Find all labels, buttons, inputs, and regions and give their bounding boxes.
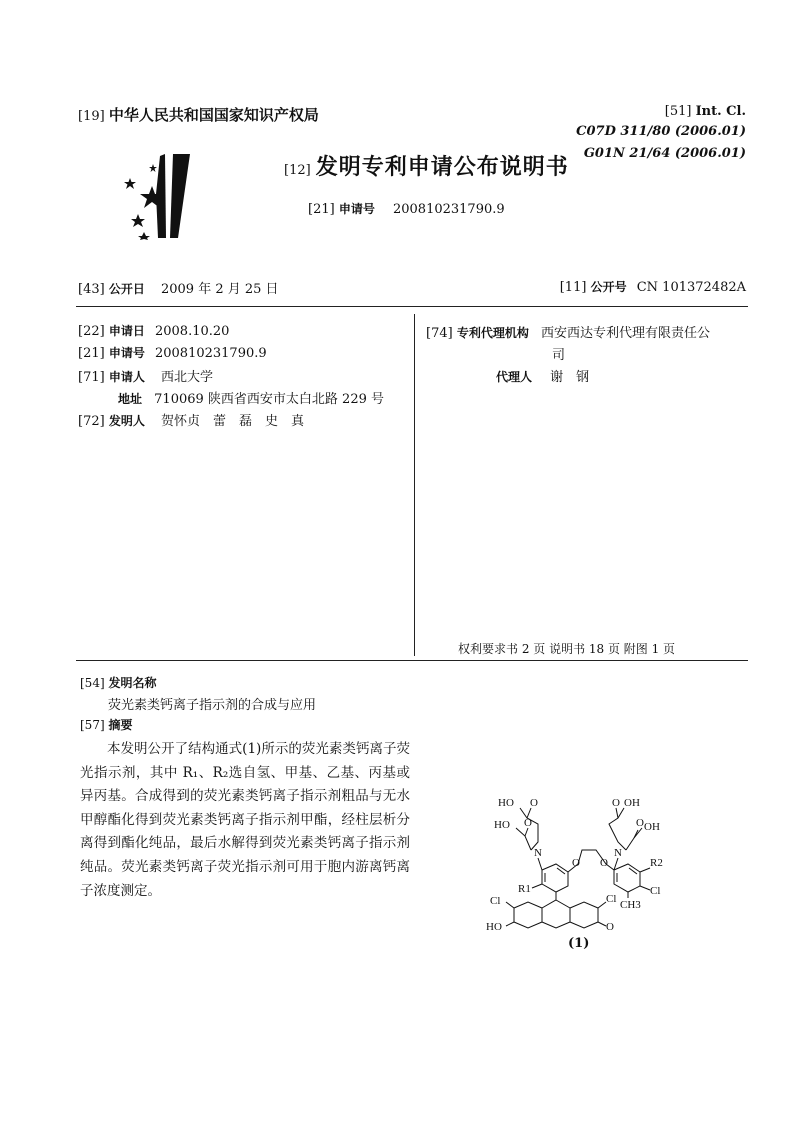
biblio-label: 申请日	[108, 324, 145, 338]
doc-title: 发明专利申请公布说明书	[315, 154, 569, 180]
label-o-bottom: O	[606, 921, 614, 930]
label-o-ether-left: O	[572, 857, 580, 869]
pub-date-value: 2009 年 2 月 25 日	[160, 282, 279, 297]
biblio-appno	[78, 344, 267, 361]
intcl-head	[665, 104, 746, 119]
biblio-value: 西北大学	[160, 370, 213, 385]
label-ho-bottom: HO	[486, 921, 502, 930]
agency-name-line1: 西安西达专利代理有限责任公	[540, 326, 710, 341]
structure-caption: (1)	[568, 936, 590, 951]
biblio-filing-date	[78, 322, 229, 339]
label-ch3: CH3	[620, 899, 641, 911]
label-cl-ring: Cl	[650, 885, 661, 897]
chemical-structure-diagram	[478, 784, 700, 930]
biblio-code: [71]	[78, 370, 105, 385]
office-name: 中华人民共和国国家知识产权局	[108, 106, 319, 124]
biblio-value: 710069 陕西省西安市太白北路 229 号	[154, 392, 384, 407]
biblio-label: 专利代理机构	[456, 326, 529, 340]
biblio-applicant	[78, 366, 213, 385]
appno-label: 申请号	[338, 202, 375, 216]
pub-no-line	[560, 278, 746, 295]
pub-no-code: [11]	[559, 280, 587, 295]
pub-no-label: 公开号	[590, 280, 627, 294]
label-oh-mid-right: OH	[644, 821, 660, 833]
label-n-right: N	[614, 847, 622, 859]
appno-value: 200810231790.9	[392, 202, 505, 217]
pub-date-line	[78, 278, 279, 297]
intcl-code: [51]	[664, 104, 692, 119]
abstract-text: 本发明公开了结构通式(1)所示的荧光素类钙离子荧光指示剂，其中 R₁、R₂选自氢、甲基、乙基、丙基或异丙基。合成得到的荧光素类钙离子指示剂粗品与无水甲醇酯化得到荧光素类钙离子指示剂甲酯，经柱层析分离得到酯化纯品，最后水解得到荧光素类钙离子指示剂纯品。荧光素类钙离子荧光指示剂可用于胞内游离钙离子浓度测定。	[80, 741, 410, 899]
title-section-head	[80, 674, 156, 691]
biblio-code: [74]	[426, 326, 453, 341]
patent-office-logo-icon	[118, 148, 204, 240]
doc-code: [12]	[284, 163, 311, 178]
biblio-inventors	[78, 410, 304, 429]
label-oh-top-right: OH	[624, 797, 640, 809]
label-o-top-left: O	[530, 797, 538, 809]
biblio-value: 200810231790.9	[154, 346, 267, 361]
intcl-label: Int. Cl.	[695, 104, 746, 119]
title-label: 发明名称	[108, 676, 157, 690]
office-line	[78, 104, 319, 125]
label-ho-top-left: HO	[498, 797, 514, 809]
abstract-label: 摘要	[108, 718, 133, 732]
office-code: [19]	[78, 109, 105, 124]
abstract-section-head	[80, 716, 132, 733]
divider-bottom	[76, 660, 748, 661]
biblio-code: [72]	[78, 414, 105, 429]
divider-top	[76, 306, 748, 307]
biblio-address	[118, 388, 384, 407]
label-o-mid-left: O	[524, 817, 532, 829]
biblio-value: 谢 钢	[550, 370, 590, 385]
biblio-label: 代理人	[496, 370, 533, 384]
biblio-code: [21]	[78, 346, 105, 361]
biblio-agency	[426, 322, 710, 341]
biblio-value: 贺怀贞 蕾 磊 史 真	[160, 414, 304, 429]
appno-code: [21]	[308, 202, 335, 217]
biblio-label: 申请人	[108, 370, 145, 384]
biblio-agent	[496, 366, 589, 385]
label-o-mid-right: O	[636, 817, 644, 829]
label-r1: R1	[518, 883, 531, 895]
label-cl-left: Cl	[490, 895, 501, 907]
appno-line	[308, 200, 505, 217]
label-r2: R2	[650, 857, 663, 869]
abstract-code: [57]	[80, 718, 105, 732]
biblio-label: 申请号	[108, 346, 145, 360]
biblio-label: 发明人	[108, 414, 145, 428]
label-cl-right: Cl	[606, 893, 617, 905]
label-ho-mid-left: HO	[494, 819, 510, 831]
pub-no-value: CN 101372482A	[636, 280, 746, 295]
title-code: [54]	[80, 676, 105, 690]
pub-date-code: [43]	[78, 282, 105, 297]
agency-name-line2: 司	[552, 348, 566, 363]
biblio-value: 2008.10.20	[154, 324, 230, 339]
doc-title-line	[284, 150, 569, 181]
label-o-top-right: O	[612, 797, 620, 809]
abstract-body	[80, 738, 410, 903]
divider-vertical	[414, 314, 415, 656]
intcl-line-2: G01N 21/64 (2006.01)	[583, 146, 746, 161]
intcl-line-1: C07D 311/80 (2006.01)	[576, 124, 746, 139]
pub-date-label: 公开日	[108, 282, 145, 296]
label-o-ether-right: O	[600, 857, 608, 869]
label-n-left: N	[534, 847, 542, 859]
invention-title: 荧光素类钙离子指示剂的合成与应用	[108, 698, 317, 713]
page-counts: 权利要求书 2 页 说明书 18 页 附图 1 页	[458, 642, 676, 656]
biblio-code: [22]	[78, 324, 105, 339]
biblio-label: 地址	[118, 392, 143, 406]
